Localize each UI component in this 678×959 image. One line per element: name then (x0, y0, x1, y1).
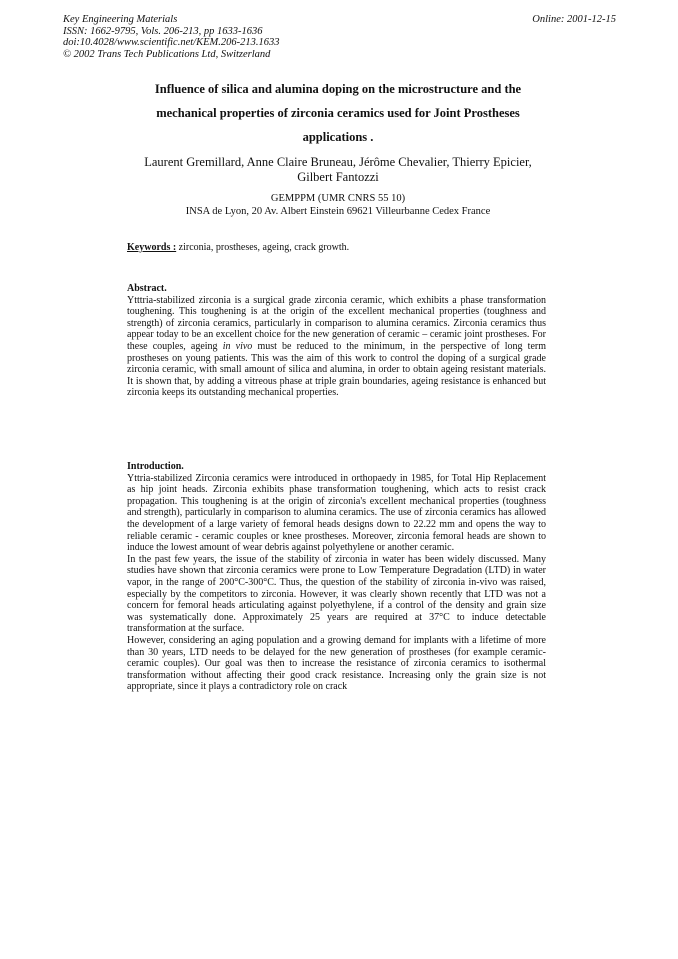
introduction-section (127, 461, 546, 693)
journal-name: Key Engineering Materials (63, 14, 178, 25)
journal-info (63, 14, 280, 60)
copyright-line: © 2002 Trans Tech Publications Ltd, Switzerland (63, 48, 271, 60)
introduction-heading: Introduction. (127, 461, 184, 472)
author-line: Laurent Gremillard, Anne Claire Bruneau, Jérôme Chevalier, Thierry Epicier, (144, 155, 532, 169)
title-line: Influence of silica and alumina doping on the microstructure and the (154, 82, 522, 96)
page-header (63, 14, 616, 60)
affiliation (118, 193, 558, 218)
abstract-section (127, 283, 546, 399)
address: INSA de Lyon, 20 Av. Albert Einstein 69621 Villeurbanne Cedex France (185, 205, 491, 217)
abstract-heading: Abstract. (127, 283, 167, 294)
abstract-text: must be reduced to the minimum, in the perspective of long term prostheses on young patients. This was the aim of this work to control the doping of a surgical grade zirconia ceramic, with small amount of silica and alumina, in order to obtain ageing resistant materials. It is shown that, by adding a vitreous phase at triple grain boundaries, ageing resistance is enhanced but zirconia keeps its outstanding mechanical properties. (127, 340, 546, 399)
keywords-text: zirconia, prostheses, ageing, crack growth. (176, 242, 350, 253)
title-line: applications . (302, 130, 374, 144)
keywords (127, 242, 349, 254)
abstract-italic-text: in vivo (222, 340, 253, 352)
introduction-paragraph: Yttria-stabilized Zirconia ceramics were introduced in orthopaedy in 1985, for Total Hip Replacement as hip joint heads. Zirconia exhibits phase transformation toughening, which acts to resist crack propagation. This toughening is at the origin of zirconia's excellent mechanical properties (toughness and strength), particularly in comparison to alumina ceramics. The use of zirconia ceramics has allowed the development of a large variety of femoral heads designs down to 22.22 mm and opens the way to reliable ceramic - ceramic couples or knee prostheses. Moreover, zirconia femoral heads are shown to induce the lowest amount of wear debris against polyethylene or another ceramic. (127, 472, 546, 554)
author-line: Gilbert Fantozzi (297, 170, 379, 184)
abstract-text: Ytttria-stabilized zirconia is a surgical grade zirconia ceramic, which exhibits a phase transformation toughening. This toughening is at the origin of the excellent mechanical properties (toughness and strength) of zirconia ceramics, particularly in comparison to alumina ceramics. Zirconia ceramics thus appear today to be an excellent choice for the new generation of ceramic – ceramic joint prostheses. For these couples, ageing (127, 294, 546, 352)
issn-line: ISSN: 1662-9795, Vols. 206-213, pp 1633-1636 (63, 25, 263, 37)
author-list (118, 155, 558, 185)
introduction-paragraph: In the past few years, the issue of the stability of zirconia in water has been widely discussed. Many studies have shown that zirconia ceramics were prone to Low Temperature Degradation (LTD) in water vapor, in the range of 200°C-300°C. Thus, the question of the stability of zirconia in-vivo was raised, especially by the competitors to zirconia. However, it was clearly shown recently that LTD was not a concern for femoral heads articulating against polyethylene, if a control of the density and grain size was systematically done. Approximately 25 years are required at 37°C to induce detectable transformation at the surface. (127, 553, 546, 635)
title-line: mechanical properties of zirconia ceramics used for Joint Prostheses (156, 106, 520, 120)
lab-name: GEMPPM (UMR CNRS 55 10) (270, 193, 406, 204)
keywords-label: Keywords : (127, 242, 177, 253)
introduction-paragraph: However, considering an aging population and a growing demand for implants with a lifetime of more than 30 years, LTD needs to be delayed for the new generation of prostheses (for example ceramic-ceramic couples). Our goal was then to increase the resistance of zirconia ceramics to isothermal transformation without affecting their good crack resistance. Increasing only the grain size is not appropriate, since it plays a contradictory role on crack (127, 634, 546, 693)
online-date: Online: 2001-12-15 (532, 14, 616, 25)
abstract-paragraph (127, 295, 546, 399)
paper-title (118, 77, 558, 149)
doi-line: doi:10.4028/www.scientific.net/KEM.206-213.1633 (63, 37, 280, 48)
